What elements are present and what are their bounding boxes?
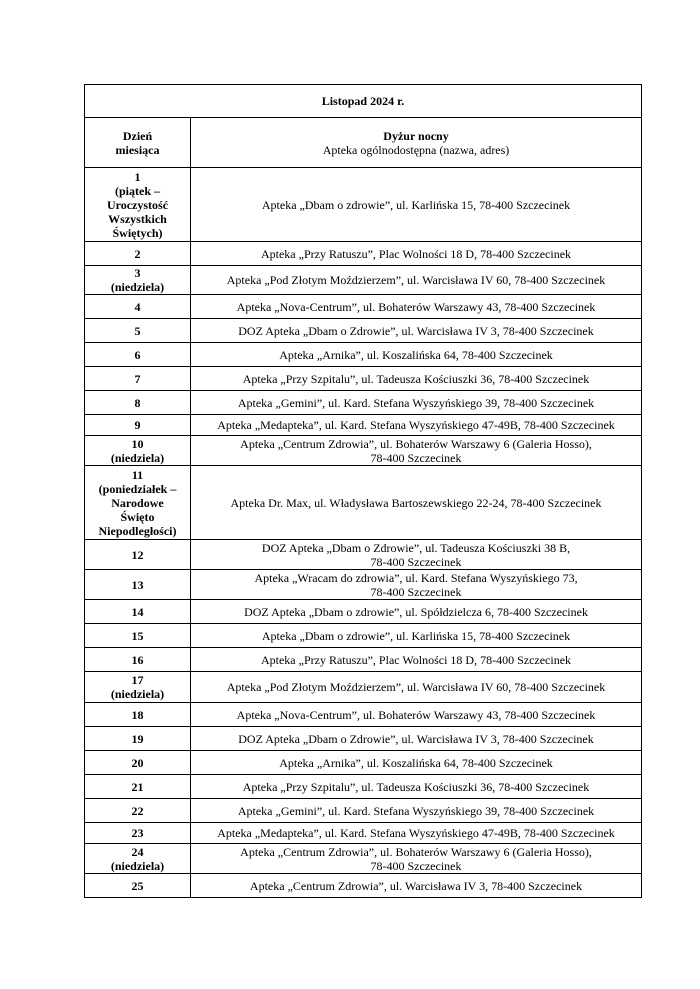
pharmacy-line: DOZ Apteka „Dbam o zdrowie”, ul. Spółdzielcza 6, 78-400 Szczecinek [244, 604, 588, 619]
day-line: 16 [131, 652, 144, 667]
day-line: 12 [131, 547, 144, 562]
day-cell [85, 874, 191, 898]
day-cell [85, 823, 191, 844]
day-line: 13 [131, 577, 144, 592]
day-cell [85, 367, 191, 391]
day-cell [85, 343, 191, 367]
day-cell [85, 600, 191, 624]
day-line: 20 [131, 755, 144, 770]
pharmacy-cell [191, 751, 642, 775]
day-line: 5 [134, 323, 141, 338]
pharmacy-cell [191, 727, 642, 751]
table-row [85, 823, 642, 844]
pharmacy-line: Apteka „Przy Ratuszu”, Plac Wolności 18 D, 78-400 Szczecinek [260, 246, 572, 261]
day-line: (niedziela) [110, 450, 165, 465]
table-row [85, 775, 642, 799]
table-row [85, 751, 642, 775]
pharmacy-line: 78-400 Szczecinek [370, 584, 462, 599]
day-header-line1: Dzień [122, 128, 153, 143]
table-row [85, 600, 642, 624]
day-line: (niedziela) [110, 858, 165, 873]
pharmacy-line: Apteka „Dbam o zdrowie”, ul. Karlińska 15, 78-400 Szczecinek [261, 197, 571, 212]
day-line: 7 [134, 371, 141, 386]
day-cell [85, 672, 191, 703]
pharmacy-cell [191, 703, 642, 727]
day-line: 18 [131, 707, 144, 722]
table-row [85, 343, 642, 367]
day-cell [85, 415, 191, 436]
table-row [85, 624, 642, 648]
table-row [85, 466, 642, 540]
header-row [85, 118, 642, 168]
pharmacy-line: Apteka „Arnika”, ul. Koszalińska 64, 78-400 Szczecinek [279, 755, 553, 770]
pharmacy-line: Apteka Dr. Max, ul. Władysława Bartoszewskiego 22-24, 78-400 Szczecinek [230, 495, 602, 510]
day-line: 3 [134, 266, 141, 280]
table-row [85, 266, 642, 295]
pharmacy-line: 78-400 Szczecinek [370, 450, 462, 465]
table-row [85, 799, 642, 823]
day-line: 6 [134, 347, 141, 362]
day-cell [85, 266, 191, 295]
day-column-header [85, 118, 191, 168]
pharmacy-line: DOZ Apteka „Dbam o Zdrowie”, ul. Warcisława IV 3, 78-400 Szczecinek [238, 323, 594, 338]
day-line: (piątek – [115, 183, 160, 198]
day-cell [85, 168, 191, 242]
day-line: 25 [131, 878, 144, 893]
pharmacy-cell [191, 343, 642, 367]
pharmacy-cell [191, 319, 642, 343]
day-line: 24 [131, 844, 144, 859]
table-row [85, 874, 642, 898]
pharmacy-line: Apteka „Pod Złotym Moździerzem”, ul. Warcisława IV 60, 78-400 Szczecinek [226, 273, 606, 287]
pharmacy-cell [191, 799, 642, 823]
pharmacy-line: Apteka „Dbam o zdrowie”, ul. Karlińska 15, 78-400 Szczecinek [261, 628, 571, 643]
pharmacy-cell [191, 775, 642, 799]
pharmacy-line: Apteka „Centrum Zdrowia”, ul. Warcisława IV 3, 78-400 Szczecinek [249, 878, 583, 893]
pharmacy-cell [191, 168, 642, 242]
day-cell [85, 242, 191, 266]
day-cell [85, 295, 191, 319]
day-line: 21 [131, 779, 144, 794]
day-line: 10 [131, 436, 144, 451]
day-line: (niedziela) [110, 687, 165, 701]
day-line: 22 [131, 803, 144, 818]
pharmacy-cell [191, 844, 642, 874]
day-cell [85, 648, 191, 672]
pharmacy-cell [191, 600, 642, 624]
pharmacy-line: Apteka „Przy Szpitalu”, ul. Tadeusza Kościuszki 36, 78-400 Szczecinek [242, 779, 590, 794]
day-line: 9 [134, 418, 141, 432]
day-cell [85, 466, 191, 540]
pharmacy-line: Apteka „Medapteka”, ul. Kard. Stefana Wyszyńskiego 47-49B, 78-400 Szczecinek [217, 418, 615, 432]
duty-column-header [191, 118, 642, 168]
pharmacy-cell [191, 436, 642, 466]
day-line: Niepodległości) [98, 523, 177, 538]
pharmacy-line: Apteka „Przy Szpitalu”, ul. Tadeusza Kościuszki 36, 78-400 Szczecinek [242, 371, 590, 386]
table-row [85, 367, 642, 391]
day-cell [85, 799, 191, 823]
day-line: 14 [131, 604, 144, 619]
pharmacy-cell [191, 391, 642, 415]
table-row [85, 844, 642, 874]
day-line: 19 [131, 731, 144, 746]
day-line: 8 [134, 395, 141, 410]
duty-header-title: Dyżur nocny [383, 128, 449, 143]
day-line: Uroczystość [106, 197, 169, 212]
pharmacy-line: Apteka „Nova-Centrum”, ul. Bohaterów Warszawy 43, 78-400 Szczecinek [236, 299, 596, 314]
day-line: 17 [131, 673, 144, 687]
pharmacy-cell [191, 570, 642, 600]
pharmacy-cell [191, 242, 642, 266]
table-row [85, 703, 642, 727]
pharmacy-line: Apteka „Gemini”, ul. Kard. Stefana Wyszyńskiego 39, 78-400 Szczecinek [237, 803, 595, 818]
day-line: Wszystkich [108, 211, 167, 226]
day-line: 23 [131, 826, 144, 840]
table-row [85, 295, 642, 319]
day-cell [85, 727, 191, 751]
pharmacy-cell [191, 624, 642, 648]
table-row [85, 319, 642, 343]
day-line: Narodowe [111, 495, 164, 510]
day-header-line2: miesiąca [115, 142, 160, 157]
pharmacy-line: Apteka „Centrum Zdrowia”, ul. Bohaterów Warszawy 6 (Galeria Hosso), [240, 436, 592, 451]
day-line: Świętych) [112, 225, 163, 240]
day-cell [85, 703, 191, 727]
day-cell [85, 570, 191, 600]
duty-header-subtitle: Apteka ogólnodostępna (nazwa, adres) [322, 142, 510, 157]
day-line: 1 [134, 169, 141, 184]
pharmacy-line: DOZ Apteka „Dbam o Zdrowie”, ul. Tadeusza Kościuszki 38 B, [261, 540, 571, 555]
pharmacy-line: Apteka „Arnika”, ul. Koszalińska 64, 78-400 Szczecinek [279, 347, 553, 362]
day-cell [85, 751, 191, 775]
day-line: (niedziela) [110, 280, 165, 294]
table-title: Listopad 2024 r. [85, 85, 642, 118]
table-row [85, 540, 642, 570]
day-line: 4 [134, 299, 141, 314]
table-row [85, 436, 642, 466]
table-row [85, 727, 642, 751]
table-row [85, 672, 642, 703]
pharmacy-cell [191, 466, 642, 540]
day-line: Święto [120, 509, 155, 524]
pharmacy-line: Apteka „Nova-Centrum”, ul. Bohaterów Warszawy 43, 78-400 Szczecinek [236, 707, 596, 722]
table-row [85, 415, 642, 436]
pharmacy-line: DOZ Apteka „Dbam o Zdrowie”, ul. Warcisława IV 3, 78-400 Szczecinek [238, 731, 594, 746]
pharmacy-cell [191, 648, 642, 672]
table-row [85, 242, 642, 266]
day-line: 11 [131, 467, 144, 482]
pharmacy-line: Apteka „Pod Złotym Moździerzem”, ul. Warcisława IV 60, 78-400 Szczecinek [226, 680, 606, 694]
pharmacy-cell [191, 367, 642, 391]
day-line: 15 [131, 628, 144, 643]
pharmacy-line: Apteka „Gemini”, ul. Kard. Stefana Wyszyńskiego 39, 78-400 Szczecinek [237, 395, 595, 410]
day-cell [85, 540, 191, 570]
pharmacy-cell [191, 672, 642, 703]
pharmacy-cell [191, 295, 642, 319]
pharmacy-line: Apteka „Centrum Zdrowia”, ul. Bohaterów Warszawy 6 (Galeria Hosso), [240, 844, 592, 859]
day-cell [85, 436, 191, 466]
duty-schedule-table [84, 84, 642, 898]
day-cell [85, 391, 191, 415]
pharmacy-cell [191, 874, 642, 898]
pharmacy-cell [191, 540, 642, 570]
table-row [85, 391, 642, 415]
pharmacy-line: Apteka „Wracam do zdrowia”, ul. Kard. Stefana Wyszyńskiego 73, [254, 570, 578, 585]
title-row [85, 85, 642, 118]
day-cell [85, 624, 191, 648]
pharmacy-line: Apteka „Przy Ratuszu”, Plac Wolności 18 D, 78-400 Szczecinek [260, 652, 572, 667]
table-row [85, 570, 642, 600]
table-row [85, 168, 642, 242]
pharmacy-cell [191, 415, 642, 436]
pharmacy-line: Apteka „Medapteka”, ul. Kard. Stefana Wyszyńskiego 47-49B, 78-400 Szczecinek [217, 826, 615, 840]
pharmacy-line: 78-400 Szczecinek [370, 554, 462, 569]
day-cell [85, 319, 191, 343]
schedule-body [85, 168, 642, 898]
day-line: 2 [134, 246, 141, 261]
day-cell [85, 844, 191, 874]
pharmacy-cell [191, 266, 642, 295]
pharmacy-line: 78-400 Szczecinek [370, 858, 462, 873]
day-line: (poniedziałek – [98, 481, 177, 496]
table-row [85, 648, 642, 672]
pharmacy-cell [191, 823, 642, 844]
day-cell [85, 775, 191, 799]
